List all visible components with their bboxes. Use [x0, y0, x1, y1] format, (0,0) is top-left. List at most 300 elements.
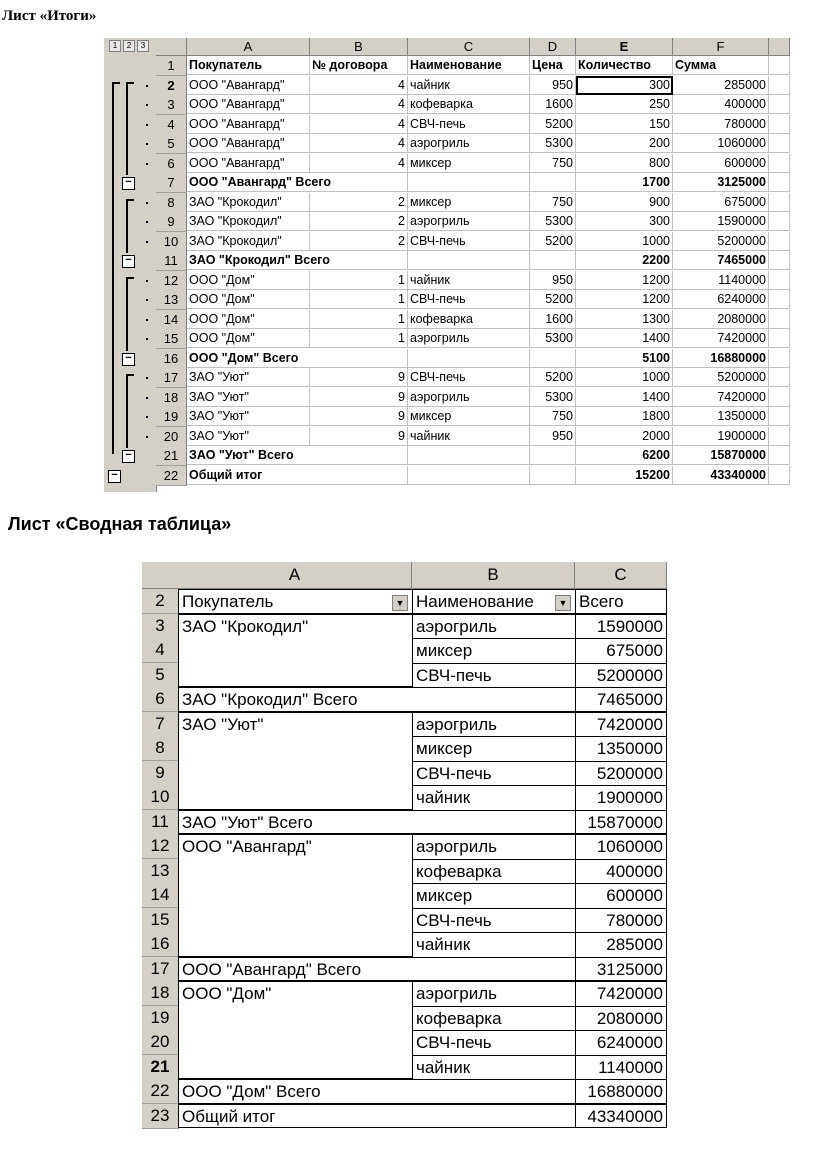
- data-cell[interactable]: ЗАО "Уют": [187, 427, 310, 446]
- outline-detail-dot: [146, 338, 148, 340]
- outline-group-bracket[interactable]: [126, 277, 134, 351]
- data-cell[interactable]: 4: [310, 134, 408, 153]
- pivot-customer-cell[interactable]: [178, 1055, 412, 1080]
- data-cell[interactable]: 150: [576, 115, 673, 134]
- row-header[interactable]: 22: [156, 466, 187, 486]
- data-cell[interactable]: 780000: [673, 115, 769, 134]
- pivot-value-cell[interactable]: 7420000: [575, 712, 667, 737]
- data-cell[interactable]: 900: [576, 193, 673, 212]
- pivot-customer-cell[interactable]: [178, 638, 412, 663]
- collapse-group-button[interactable]: −: [122, 177, 135, 190]
- pivot-customer-cell[interactable]: [178, 785, 412, 810]
- subtotal-cell[interactable]: 5100: [576, 349, 673, 368]
- filter-dropdown-icon[interactable]: ▼: [392, 595, 408, 611]
- outline-detail-dot: [146, 104, 148, 106]
- pivot-value-cell[interactable]: 5200000: [575, 663, 667, 688]
- data-cell[interactable]: 5200: [530, 368, 576, 387]
- data-cell[interactable]: 1: [310, 329, 408, 348]
- subtotal-cell[interactable]: [310, 173, 408, 192]
- data-cell[interactable]: СВЧ-печь: [408, 232, 530, 251]
- row-header[interactable]: 2: [142, 589, 179, 614]
- row-header[interactable]: 13: [142, 859, 179, 884]
- row-header[interactable]: 12: [142, 834, 179, 859]
- data-cell[interactable]: ЗАО "Уют": [187, 388, 310, 407]
- row-header[interactable]: 11: [142, 810, 179, 835]
- outline-level-button[interactable]: 2: [123, 40, 135, 52]
- outline-group-bracket[interactable]: [126, 82, 134, 176]
- data-cell[interactable]: 5300: [530, 134, 576, 153]
- subtotal-cell[interactable]: [530, 173, 576, 192]
- row-header[interactable]: 6: [142, 687, 179, 712]
- row-header[interactable]: 16: [156, 349, 187, 369]
- data-cell[interactable]: 7420000: [673, 329, 769, 348]
- pivot-value-cell[interactable]: 1590000: [575, 614, 667, 639]
- outline-detail-dot: [146, 397, 148, 399]
- pivot-total-label[interactable]: ООО "Авангард" Всего: [178, 957, 575, 982]
- collapse-group-button[interactable]: −: [122, 450, 135, 463]
- outline-group-bracket[interactable]: [126, 199, 134, 254]
- pivot-total-label[interactable]: ЗАО "Крокодил" Всего: [178, 687, 575, 712]
- row-header[interactable]: 6: [156, 154, 187, 174]
- data-cell[interactable]: 1: [310, 290, 408, 309]
- data-cell[interactable]: аэрогриль: [408, 388, 530, 407]
- empty-cell[interactable]: [769, 251, 790, 270]
- pivot-value-cell[interactable]: 285000: [575, 932, 667, 957]
- data-cell[interactable]: 950: [530, 271, 576, 290]
- data-cell[interactable]: 7420000: [673, 388, 769, 407]
- row-header[interactable]: 7: [156, 173, 187, 193]
- pivot-total-label[interactable]: ООО "Дом" Всего: [178, 1079, 575, 1104]
- data-cell[interactable]: 1350000: [673, 407, 769, 426]
- subtotal-cell[interactable]: [530, 251, 576, 270]
- data-cell[interactable]: 950: [530, 427, 576, 446]
- row-header[interactable]: 4: [142, 638, 179, 663]
- outline-pane: [104, 38, 157, 492]
- select-all-corner[interactable]: [142, 562, 179, 589]
- data-cell[interactable]: 4: [310, 76, 408, 95]
- subtotal-cell[interactable]: 15870000: [673, 446, 769, 465]
- subtotal-cell[interactable]: [530, 349, 576, 368]
- pivot-product-cell[interactable]: СВЧ-печь: [412, 761, 575, 786]
- empty-cell[interactable]: [769, 446, 790, 465]
- data-cell[interactable]: ЗАО "Крокодил": [187, 193, 310, 212]
- data-cell[interactable]: 800: [576, 154, 673, 173]
- pivot-customer-cell[interactable]: ООО "Авангард": [178, 834, 412, 859]
- data-cell[interactable]: 1060000: [673, 134, 769, 153]
- subtotal-cell[interactable]: 1700: [576, 173, 673, 192]
- row-header[interactable]: 9: [156, 212, 187, 232]
- data-cell[interactable]: 1: [310, 310, 408, 329]
- row-header[interactable]: 15: [156, 329, 187, 349]
- pivot-total-value[interactable]: 15870000: [575, 810, 667, 835]
- column-header[interactable]: C: [408, 38, 530, 56]
- row-header[interactable]: 21: [156, 446, 187, 466]
- data-cell[interactable]: СВЧ-печь: [408, 115, 530, 134]
- data-cell[interactable]: 4: [310, 95, 408, 114]
- row-header[interactable]: 12: [156, 271, 187, 291]
- data-cell[interactable]: 2080000: [673, 310, 769, 329]
- data-cell[interactable]: 300: [576, 76, 673, 95]
- data-cell[interactable]: 1600: [530, 95, 576, 114]
- pivot-customer-cell[interactable]: [178, 932, 412, 957]
- column-title-cell[interactable]: № договора: [310, 56, 408, 75]
- outline-level-button[interactable]: 3: [137, 40, 149, 52]
- column-header[interactable]: C: [575, 562, 667, 589]
- data-cell[interactable]: 5200000: [673, 232, 769, 251]
- subtotal-cell[interactable]: [530, 466, 576, 485]
- data-cell[interactable]: кофеварка: [408, 310, 530, 329]
- row-header[interactable]: 19: [156, 407, 187, 427]
- subtotal-cell[interactable]: ООО "Дом" Всего: [187, 349, 310, 368]
- empty-cell[interactable]: [769, 95, 790, 114]
- subtotal-cell[interactable]: [310, 466, 408, 485]
- data-cell[interactable]: аэрогриль: [408, 134, 530, 153]
- data-cell[interactable]: 1: [310, 271, 408, 290]
- row-header[interactable]: 20: [142, 1030, 179, 1055]
- data-cell[interactable]: миксер: [408, 154, 530, 173]
- data-cell[interactable]: чайник: [408, 427, 530, 446]
- empty-cell[interactable]: [769, 349, 790, 368]
- subtotal-cell[interactable]: [408, 349, 530, 368]
- data-cell[interactable]: 1800: [576, 407, 673, 426]
- column-header[interactable]: A: [187, 38, 310, 56]
- empty-cell[interactable]: [769, 310, 790, 329]
- data-cell[interactable]: 5300: [530, 329, 576, 348]
- row-header[interactable]: 10: [156, 232, 187, 252]
- data-cell[interactable]: 2: [310, 193, 408, 212]
- pivot-product-cell[interactable]: СВЧ-печь: [412, 908, 575, 933]
- data-cell[interactable]: 2: [310, 212, 408, 231]
- filter-dropdown-icon[interactable]: ▼: [555, 595, 571, 611]
- pivot-value-cell[interactable]: 675000: [575, 638, 667, 663]
- data-cell[interactable]: ООО "Авангард": [187, 115, 310, 134]
- data-cell[interactable]: аэрогриль: [408, 329, 530, 348]
- pivot-total-value[interactable]: 7465000: [575, 687, 667, 712]
- empty-cell[interactable]: [769, 427, 790, 446]
- pivot-value-cell[interactable]: 5200000: [575, 761, 667, 786]
- pivot-product-cell[interactable]: чайник: [412, 1055, 575, 1080]
- subtotal-cell[interactable]: ООО "Авангард" Всего: [187, 173, 310, 192]
- data-cell[interactable]: 9: [310, 407, 408, 426]
- subtotal-cell[interactable]: [310, 446, 408, 465]
- data-cell[interactable]: 5200000: [673, 368, 769, 387]
- empty-cell[interactable]: [769, 173, 790, 192]
- data-cell[interactable]: ЗАО "Уют": [187, 407, 310, 426]
- pivot-value-cell[interactable]: 6240000: [575, 1030, 667, 1055]
- pivot-product-cell[interactable]: миксер: [412, 736, 575, 761]
- row-header[interactable]: 15: [142, 908, 179, 933]
- empty-cell[interactable]: [769, 290, 790, 309]
- data-cell[interactable]: ООО "Авангард": [187, 134, 310, 153]
- data-cell[interactable]: 5200: [530, 115, 576, 134]
- pivot-customer-cell[interactable]: [178, 1030, 412, 1055]
- data-cell[interactable]: 300: [576, 212, 673, 231]
- pivot-customer-cell[interactable]: ООО "Дом": [178, 981, 412, 1006]
- outline-detail-dot: [146, 416, 148, 418]
- select-all-corner[interactable]: [156, 38, 187, 56]
- row-header[interactable]: 20: [156, 427, 187, 447]
- column-title-cell[interactable]: Сумма: [673, 56, 769, 75]
- data-cell[interactable]: 750: [530, 154, 576, 173]
- column-header[interactable]: A: [178, 562, 412, 589]
- empty-cell[interactable]: [769, 76, 790, 95]
- outline-group-bracket[interactable]: [126, 374, 134, 448]
- pivot-customer-cell[interactable]: [178, 761, 412, 786]
- pivot-customer-cell[interactable]: ЗАО "Крокодил": [178, 614, 412, 639]
- column-title-cell[interactable]: Количество: [576, 56, 673, 75]
- empty-cell[interactable]: [769, 232, 790, 251]
- row-header[interactable]: 9: [142, 761, 179, 786]
- pivot-value-cell[interactable]: 1060000: [575, 834, 667, 859]
- subtotal-cell[interactable]: [530, 446, 576, 465]
- column-header[interactable]: F: [673, 38, 769, 56]
- pivot-total-label[interactable]: ЗАО "Уют" Всего: [178, 810, 575, 835]
- data-cell[interactable]: 2: [310, 232, 408, 251]
- collapse-group-button[interactable]: −: [122, 255, 135, 268]
- empty-cell[interactable]: [769, 154, 790, 173]
- data-cell[interactable]: миксер: [408, 193, 530, 212]
- data-cell[interactable]: 250: [576, 95, 673, 114]
- data-cell[interactable]: 2000: [576, 427, 673, 446]
- pivot-field-product[interactable]: Наименование ▼: [412, 589, 575, 614]
- row-header[interactable]: 1: [156, 56, 187, 76]
- pivot-product-cell[interactable]: миксер: [412, 883, 575, 908]
- outline-level-button[interactable]: 1: [109, 40, 121, 52]
- subtotal-cell[interactable]: 6200: [576, 446, 673, 465]
- pivot-customer-cell[interactable]: [178, 859, 412, 884]
- row-header[interactable]: 17: [156, 368, 187, 388]
- data-cell[interactable]: 1900000: [673, 427, 769, 446]
- data-cell[interactable]: 1000: [576, 232, 673, 251]
- empty-cell[interactable]: [769, 134, 790, 153]
- data-cell[interactable]: ООО "Авангард": [187, 154, 310, 173]
- data-cell[interactable]: 1300: [576, 310, 673, 329]
- empty-cell[interactable]: [769, 407, 790, 426]
- row-header[interactable]: 10: [142, 785, 179, 810]
- pivot-product-cell[interactable]: аэрогриль: [412, 981, 575, 1006]
- row-header[interactable]: 16: [142, 932, 179, 957]
- pivot-product-cell[interactable]: СВЧ-печь: [412, 1030, 575, 1055]
- column-title-cell[interactable]: Покупатель: [187, 56, 310, 75]
- data-cell[interactable]: 5300: [530, 212, 576, 231]
- empty-cell[interactable]: [769, 329, 790, 348]
- data-cell[interactable]: 1600: [530, 310, 576, 329]
- subtotal-cell[interactable]: 16880000: [673, 349, 769, 368]
- row-header[interactable]: 19: [142, 1006, 179, 1031]
- row-header[interactable]: 8: [142, 736, 179, 761]
- outline-detail-dot: [146, 299, 148, 301]
- pivot-data-field[interactable]: Всего: [575, 589, 667, 614]
- data-cell[interactable]: ООО "Дом": [187, 290, 310, 309]
- data-cell[interactable]: 1200: [576, 271, 673, 290]
- pivot-customer-cell[interactable]: [178, 1006, 412, 1031]
- pivot-value-cell[interactable]: 400000: [575, 859, 667, 884]
- pivot-total-label[interactable]: Общий итог: [178, 1104, 575, 1129]
- pivot-value-cell[interactable]: 2080000: [575, 1006, 667, 1031]
- outline-detail-dot: [146, 436, 148, 438]
- row-header[interactable]: 22: [142, 1079, 179, 1104]
- pivot-value-cell[interactable]: 780000: [575, 908, 667, 933]
- subtotal-cell[interactable]: 3125000: [673, 173, 769, 192]
- pivot-customer-cell[interactable]: [178, 663, 412, 688]
- subtotal-cell[interactable]: ЗАО "Уют" Всего: [187, 446, 310, 465]
- outline-detail-dot: [146, 319, 148, 321]
- subtotal-cell[interactable]: [408, 173, 530, 192]
- pivot-product-cell[interactable]: кофеварка: [412, 1006, 575, 1031]
- subtotals-sheet: [104, 38, 790, 492]
- pivot-value-cell[interactable]: 7420000: [575, 981, 667, 1006]
- data-cell[interactable]: 6240000: [673, 290, 769, 309]
- data-cell[interactable]: 5200: [530, 232, 576, 251]
- empty-cell[interactable]: [769, 212, 790, 231]
- row-header[interactable]: 3: [156, 95, 187, 115]
- subtotal-cell[interactable]: 43340000: [673, 466, 769, 485]
- data-cell[interactable]: 4: [310, 115, 408, 134]
- data-cell[interactable]: 5200: [530, 290, 576, 309]
- subtotal-cell[interactable]: [408, 446, 530, 465]
- data-cell[interactable]: миксер: [408, 407, 530, 426]
- column-title-cell[interactable]: Цена: [530, 56, 576, 75]
- pivot-customer-cell[interactable]: [178, 883, 412, 908]
- data-cell[interactable]: СВЧ-печь: [408, 290, 530, 309]
- row-header[interactable]: 3: [142, 614, 179, 639]
- pivot-product-cell[interactable]: аэрогриль: [412, 834, 575, 859]
- row-header[interactable]: 5: [156, 134, 187, 154]
- data-cell[interactable]: чайник: [408, 271, 530, 290]
- empty-cell[interactable]: [769, 466, 790, 485]
- data-cell[interactable]: 4: [310, 154, 408, 173]
- outline-detail-dot: [146, 124, 148, 126]
- pivot-value-cell[interactable]: 600000: [575, 883, 667, 908]
- column-header[interactable]: D: [530, 38, 576, 56]
- pivot-product-cell[interactable]: кофеварка: [412, 859, 575, 884]
- row-header[interactable]: 13: [156, 290, 187, 310]
- data-cell[interactable]: ООО "Дом": [187, 271, 310, 290]
- data-cell[interactable]: 1000: [576, 368, 673, 387]
- row-header[interactable]: 14: [142, 883, 179, 908]
- data-cell[interactable]: 5300: [530, 388, 576, 407]
- pivot-value-cell[interactable]: 1140000: [575, 1055, 667, 1080]
- data-cell[interactable]: ЗАО "Уют": [187, 368, 310, 387]
- row-header[interactable]: 5: [142, 663, 179, 688]
- data-cell[interactable]: 9: [310, 368, 408, 387]
- collapse-all-button[interactable]: −: [108, 470, 121, 483]
- subtotal-cell[interactable]: Общий итог: [187, 466, 310, 485]
- row-header[interactable]: 14: [156, 310, 187, 330]
- data-cell[interactable]: ЗАО "Крокодил": [187, 212, 310, 231]
- outline-detail-dot: [146, 280, 148, 282]
- data-cell[interactable]: ООО "Авангард": [187, 76, 310, 95]
- column-header[interactable]: B: [310, 38, 408, 56]
- subtotal-cell[interactable]: 15200: [576, 466, 673, 485]
- row-header[interactable]: 18: [142, 981, 179, 1006]
- empty-cell[interactable]: [769, 56, 790, 75]
- outline-group-bracket[interactable]: [112, 82, 120, 455]
- row-header[interactable]: 8: [156, 193, 187, 213]
- pivot-value-cell[interactable]: 1900000: [575, 785, 667, 810]
- pivot-product-cell[interactable]: чайник: [412, 932, 575, 957]
- pivot-value-cell[interactable]: 1350000: [575, 736, 667, 761]
- data-cell[interactable]: чайник: [408, 76, 530, 95]
- row-header[interactable]: 2: [156, 76, 187, 96]
- empty-cell[interactable]: [769, 271, 790, 290]
- column-header-blank[interactable]: [769, 38, 790, 56]
- data-cell[interactable]: 1590000: [673, 212, 769, 231]
- row-header[interactable]: 4: [156, 115, 187, 135]
- data-cell[interactable]: ООО "Авангард": [187, 95, 310, 114]
- row-header[interactable]: 18: [156, 388, 187, 408]
- empty-cell[interactable]: [769, 388, 790, 407]
- subtotal-cell[interactable]: [310, 349, 408, 368]
- pivot-customer-cell[interactable]: [178, 736, 412, 761]
- pivot-field-customer[interactable]: Покупатель ▼: [178, 589, 412, 614]
- pivot-total-value[interactable]: 43340000: [575, 1104, 667, 1129]
- column-header[interactable]: E: [576, 38, 673, 56]
- data-cell[interactable]: кофеварка: [408, 95, 530, 114]
- subtotal-cell[interactable]: [408, 466, 530, 485]
- empty-cell[interactable]: [769, 368, 790, 387]
- row-header[interactable]: 17: [142, 957, 179, 982]
- data-cell[interactable]: 950: [530, 76, 576, 95]
- empty-cell[interactable]: [769, 115, 790, 134]
- subtotal-cell[interactable]: [408, 251, 530, 270]
- data-cell[interactable]: 200: [576, 134, 673, 153]
- row-header[interactable]: 11: [156, 251, 187, 271]
- data-cell[interactable]: ЗАО "Крокодил": [187, 232, 310, 251]
- subtotal-cell[interactable]: 2200: [576, 251, 673, 270]
- empty-cell[interactable]: [769, 193, 790, 212]
- data-cell[interactable]: 600000: [673, 154, 769, 173]
- sheet1-title: Лист «Итоги»: [2, 8, 97, 24]
- outline-level-buttons: [109, 40, 149, 52]
- row-header[interactable]: 23: [142, 1104, 179, 1129]
- data-cell[interactable]: аэрогриль: [408, 212, 530, 231]
- pivot-product-cell[interactable]: миксер: [412, 638, 575, 663]
- data-cell[interactable]: 1200: [576, 290, 673, 309]
- pivot-product-cell[interactable]: чайник: [412, 785, 575, 810]
- data-cell[interactable]: 675000: [673, 193, 769, 212]
- data-cell[interactable]: 750: [530, 193, 576, 212]
- pivot-total-value[interactable]: 3125000: [575, 957, 667, 982]
- subtotal-cell[interactable]: [310, 251, 408, 270]
- data-cell[interactable]: 750: [530, 407, 576, 426]
- pivot-customer-cell[interactable]: ЗАО "Уют": [178, 712, 412, 737]
- row-header[interactable]: 21: [142, 1055, 179, 1080]
- data-cell[interactable]: 1400: [576, 329, 673, 348]
- data-cell[interactable]: 400000: [673, 95, 769, 114]
- row-header[interactable]: 7: [142, 712, 179, 737]
- data-cell[interactable]: 1140000: [673, 271, 769, 290]
- collapse-group-button[interactable]: −: [122, 353, 135, 366]
- data-cell[interactable]: ООО "Дом": [187, 329, 310, 348]
- column-header[interactable]: B: [412, 562, 575, 589]
- pivot-product-cell[interactable]: СВЧ-печь: [412, 663, 575, 688]
- pivot-customer-cell[interactable]: [178, 908, 412, 933]
- data-cell[interactable]: 1400: [576, 388, 673, 407]
- subtotal-cell[interactable]: 7465000: [673, 251, 769, 270]
- outline-detail-dot: [146, 377, 148, 379]
- data-cell[interactable]: 285000: [673, 76, 769, 95]
- pivot-total-value[interactable]: 16880000: [575, 1079, 667, 1104]
- data-cell[interactable]: ООО "Дом": [187, 310, 310, 329]
- pivot-product-cell[interactable]: аэрогриль: [412, 712, 575, 737]
- data-cell[interactable]: СВЧ-печь: [408, 368, 530, 387]
- subtotal-cell[interactable]: ЗАО "Крокодил" Всего: [187, 251, 310, 270]
- column-title-cell[interactable]: Наименование: [408, 56, 530, 75]
- pivot-product-cell[interactable]: аэрогриль: [412, 614, 575, 639]
- data-cell[interactable]: 9: [310, 427, 408, 446]
- data-cell[interactable]: 9: [310, 388, 408, 407]
